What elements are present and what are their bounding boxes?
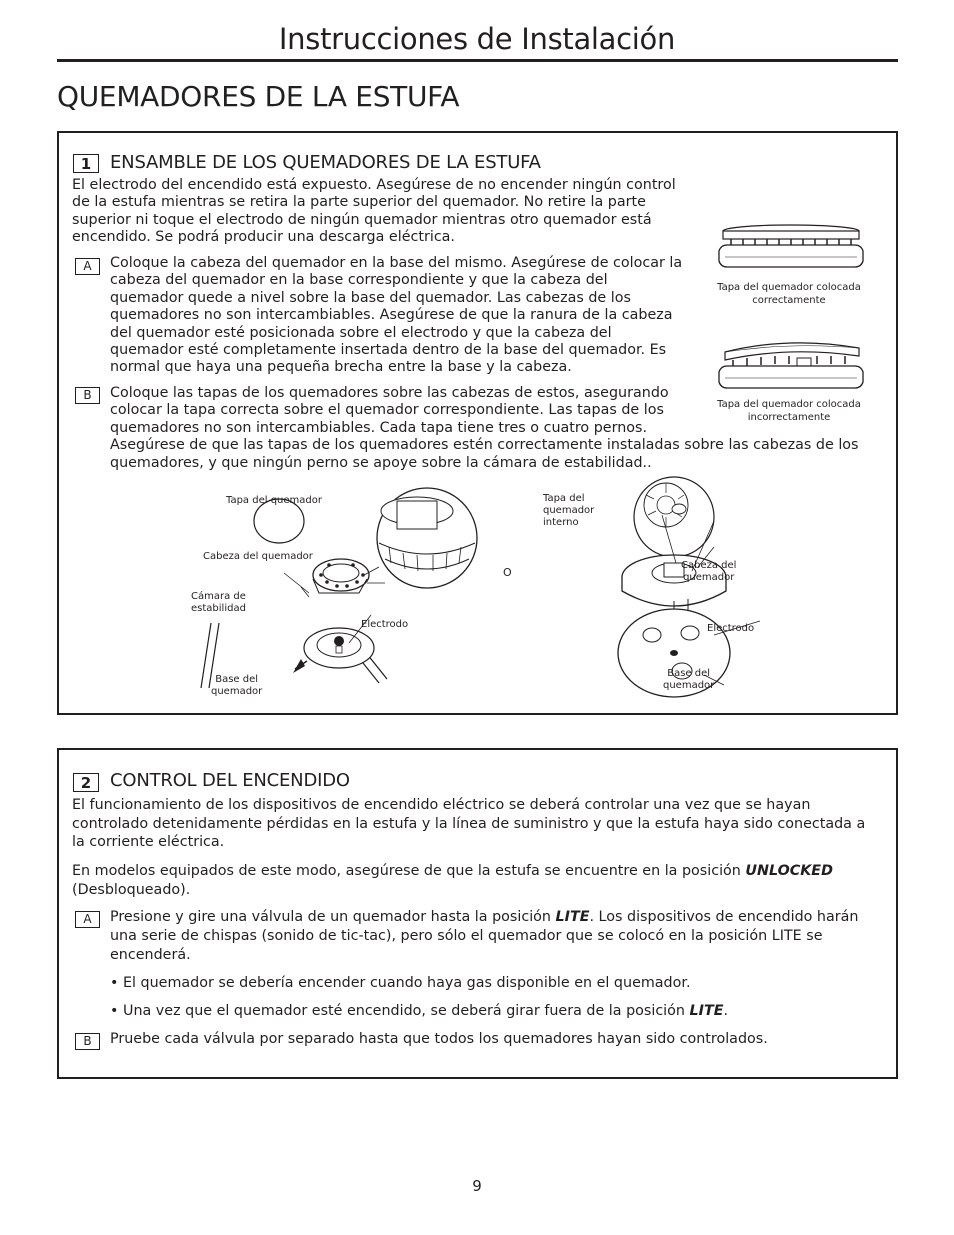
page-title: QUEMADORES DE LA ESTUFA: [57, 80, 460, 113]
header-title: Instrucciones de Instalación: [278, 22, 676, 56]
or-text: O: [503, 566, 512, 579]
label-electrode-left: Electrodo: [361, 619, 409, 630]
bullet-2: • Una vez que el quemador esté encendido, se deberá girar fuera de la posición LITE.: [110, 1003, 729, 1019]
section-heading: ENSAMBLE DE LOS QUEMADORES DE LA ESTUFA: [110, 152, 541, 173]
step-b-label: B: [75, 1033, 100, 1050]
step-b-text: Pruebe cada válvula por separado hasta que todos los quemadores hayan sido controlados.: [110, 1031, 768, 1047]
section-number: 2: [73, 773, 99, 792]
step-a-text: Coloque la cabeza del quemador en la base del mismo. Asegúrese de colocar la cabeza del quemador en la base correspondiente y que la cabeza del quemador quede a nivel sobre la base del quemador. Las cabezas de los quemadores no son intercambiables. Asegúrese de que la ranura de la cabeza del quemador esté posicionada sobre el electrodo y que la cabeza del quemador esté completamente insertada dentro de la base del quemador. Es normal que haya una pequeña brecha entre la base y la cabeza.: [110, 255, 683, 376]
step-b-text: Coloque las tapas de los quemadores sobre las cabezas de estos, asegurando colocar la tapa correcta sobre el quemador correspondiente. Las tapas de los quemadores no son intercambiables. Cada tapa tiene tres o cuatro pernos. Asegúrese de que las tapas de los quemadores estén correctamente instaladas sobre las cabezas de los quemadores, y que ningún perno se apoye sobre la cámara de estabilidad..: [110, 385, 859, 471]
step-a-label: A: [75, 911, 100, 928]
step-b-label: B: [75, 387, 100, 404]
label-base-right: Base del quemador: [663, 668, 715, 691]
cap-incorrect-illustration: [719, 338, 869, 394]
bullet-1: • El quemador se debería encender cuando haya gas disponible en el quemador.: [110, 975, 691, 991]
caption-cap-correct: Tapa del quemador colocada correctamente: [717, 282, 861, 306]
caption-cap-incorrect: Tapa del quemador colocada incorrectamente: [717, 399, 861, 423]
step-a-label: A: [75, 258, 100, 275]
label-head-right: Cabeza del quemador: [681, 560, 737, 583]
intro-warning: El electrodo del encendido está expuesto. Asegúrese de no encender ningún control de la estufa mientras se retira la parte superior del quemador. No retire la parte superior ni toque el electrodo de ningún quemador mientras otro quemador está encendido. Se podrá producir una descarga eléctrica.: [72, 177, 676, 246]
page-number: 9: [472, 1177, 482, 1195]
cap-correct-illustration: [719, 221, 869, 271]
section-heading: CONTROL DEL ENCENDIDO: [110, 770, 350, 791]
step-a-text: Presione y gire una válvula de un quemador hasta la posición LITE. Los dispositivos de encendido harán una serie de chispas (sonido de tic-tac), pero sólo el quemador que se colocó en la posición LITE se encenderá.: [110, 909, 859, 963]
paragraph-1: El funcionamiento de los dispositivos de encendido eléctrico se deberá controlar una vez que se hayan controlado detenidamente pérdidas en la estufa y la línea de suministro y que la estufa haya sido conectada a la corriente eléctrica.: [72, 797, 866, 851]
label-electrode-right: Electrodo: [707, 623, 755, 634]
section-ignition-check: [57, 748, 898, 1079]
label-chamber: Cámara de estabilidad: [191, 591, 246, 614]
paragraph-2: En modelos equipados de este modo, asegúrese de que la estufa se encuentre en la posición UNLOCKED (Desbloqueado).: [72, 863, 833, 898]
section-burner-assembly: [57, 131, 898, 715]
label-inner-cap: Tapa del quemador interno: [543, 493, 595, 528]
label-cap: Tapa del quemador: [226, 495, 322, 506]
section-number: 1: [73, 154, 99, 173]
label-base-left: Base del quemador: [211, 674, 263, 697]
label-head: Cabeza del quemador: [203, 551, 313, 562]
header-rule: [57, 59, 898, 62]
